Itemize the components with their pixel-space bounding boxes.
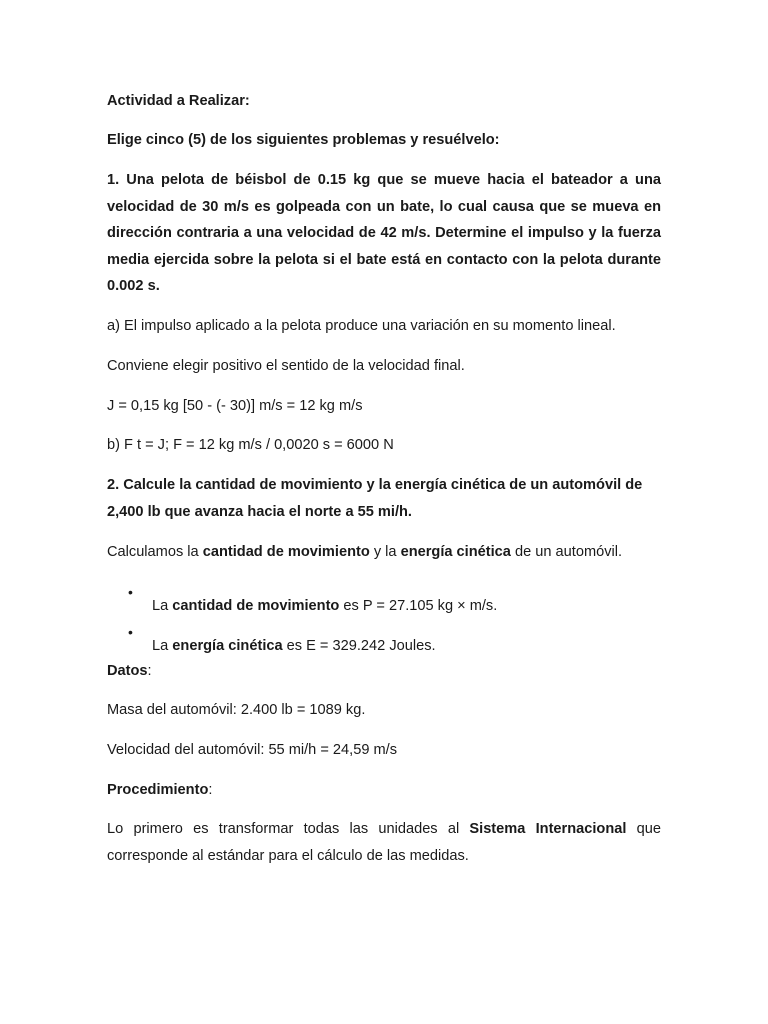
- intro-bold-energy: energía cinética: [400, 544, 511, 560]
- problem-1-sign-note: Conviene elegir positivo el sentido de la velocidad final.: [107, 358, 465, 374]
- final-text-2: que corresponde al estándar para el cálculo de las medidas.: [107, 821, 661, 864]
- bullet-1-pre: La: [152, 597, 173, 614]
- datos-label-text: Datos: [107, 663, 148, 679]
- datos-colon: :: [147, 663, 152, 679]
- problem-2-intro: [107, 539, 661, 566]
- datos-label: [107, 658, 661, 685]
- procedimiento-text: [107, 816, 661, 869]
- problem-1-part-b: b) F t = J; F = 12 kg m/s / 0,0020 s = 6000 N: [107, 437, 394, 453]
- bullet-1-bold: cantidad de movimiento: [172, 597, 340, 614]
- bullet-2-post: es E = 329.242 Joules.: [282, 637, 436, 654]
- intro-text-3: de un automóvil.: [510, 544, 623, 560]
- bullet-2-bold: energía cinética: [172, 637, 283, 654]
- intro-text-2: y la: [369, 544, 401, 560]
- velocidad-line: Velocidad del automóvil: 55 mi/h = 24,59 m/s: [107, 742, 398, 758]
- problem-1-impulse-calc: J = 0,15 kg [50 - (- 30)] m/s = 12 kg m/s: [107, 398, 363, 414]
- bullet-marker: •: [128, 584, 133, 600]
- activity-heading: Actividad a Realizar:: [107, 93, 250, 109]
- bullet-2-pre: La: [152, 637, 173, 654]
- masa-line: Masa del automóvil: 2.400 lb = 1089 kg.: [107, 702, 366, 718]
- final-text-1: Lo primero es transformar todas las unidades al: [107, 821, 470, 837]
- intro-bold-momentum: cantidad de movimiento: [202, 544, 370, 560]
- list-item-momentum: [152, 593, 661, 620]
- intro-text-1: Calculamos la: [107, 544, 203, 560]
- final-bold-si: Sistema Internacional: [469, 821, 627, 837]
- procedimiento-colon: :: [208, 782, 213, 798]
- procedimiento-label-text: Procedimiento: [107, 782, 209, 798]
- problem-1-part-a: a) El impulso aplicado a la pelota produce una variación en su momento lineal.: [107, 318, 616, 334]
- problem-2-statement: 2. Calcule la cantidad de movimiento y la energía cinética de un automóvil de 2,400 lb que avanza hacia el norte a 55 mi/h.: [107, 477, 643, 520]
- bullet-marker: •: [128, 624, 133, 640]
- instruction-text: Elige cinco (5) de los siguientes problemas y resuélvelo:: [107, 132, 500, 148]
- list-item-energy: [152, 633, 661, 660]
- problem-1-statement: 1. Una pelota de béisbol de 0.15 kg que se mueve hacia el bateador a una velocidad de 30 m/s es golpeada con un bate, lo cual causa que se mueva en dirección contraria a una velocidad de 42 m/s. Determine el impulso y la fuerza media ejercida sobre la pelota si el bate está en contacto con la pelota durante 0.002 s.: [107, 172, 661, 295]
- bullet-1-post: es P = 27.105 kg × m/s.: [339, 597, 498, 614]
- procedimiento-label: [107, 777, 661, 804]
